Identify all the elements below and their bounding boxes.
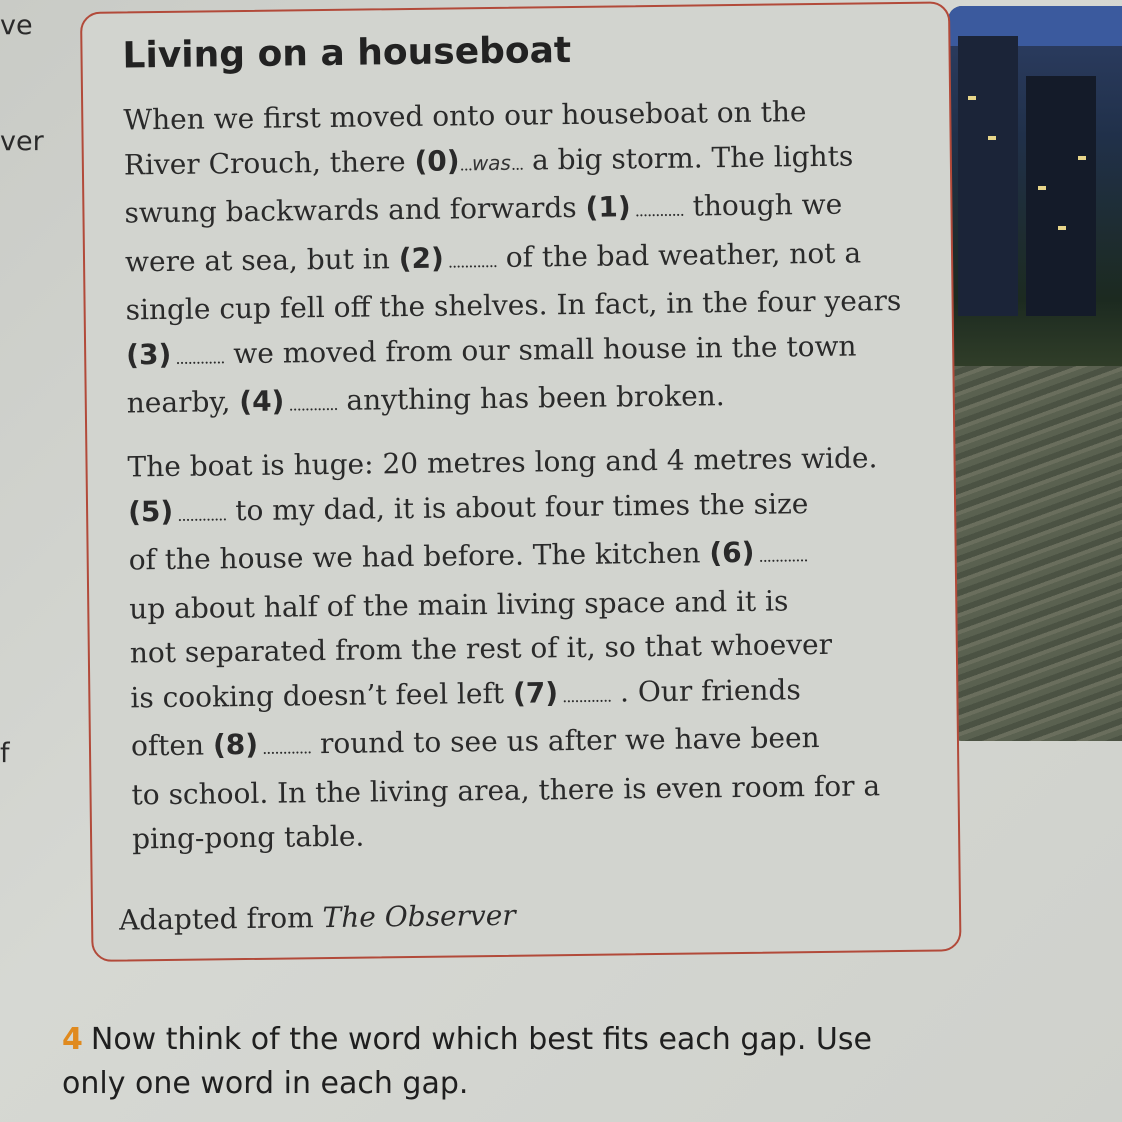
text-line	[128, 529, 878, 587]
line-text: River Crouch, there	[123, 144, 415, 181]
line-text: of the bad weather, not a	[496, 235, 862, 274]
margin-fragment-3: f	[0, 738, 10, 769]
exercise-number: 4	[62, 1022, 83, 1057]
source-prefix: Adapted from	[118, 901, 323, 937]
gap-blank: ............	[284, 394, 338, 415]
exercise-instruction	[62, 1018, 922, 1106]
line-text: ping-pong table.	[131, 819, 365, 856]
gap-number: (4)	[239, 384, 285, 419]
gap-number: (2)	[398, 241, 444, 275]
text-line	[131, 764, 881, 818]
text-line	[124, 182, 900, 240]
gap-blank: ............	[257, 738, 312, 758]
line-text: to school. In the living area, there is even room for a	[131, 768, 881, 811]
line-text: round to see us after we have been	[310, 721, 820, 761]
margin-fragment-2: ver	[0, 126, 44, 157]
gap-blank: ............	[630, 200, 684, 221]
gap-number: (8)	[212, 727, 259, 762]
line-text: is cooking doesn’t feel left	[130, 676, 514, 714]
line-text: single cup fell off the shelves. In fact, in the four years	[125, 283, 902, 327]
paragraph-2	[127, 436, 882, 862]
line-text: a big storm. The lights	[522, 139, 854, 177]
gap-number: (5)	[127, 494, 174, 528]
paragraph-1	[123, 89, 903, 430]
text-line	[132, 808, 882, 862]
gap-blank: ...	[510, 154, 524, 174]
line-text: to my dad, it is about four times the size	[226, 486, 809, 527]
line-text: though we	[683, 187, 843, 223]
line-text: The boat is huge: 20 metres long and 4 metres wide.	[127, 441, 878, 484]
line-text: When we first moved onto our houseboat on the	[123, 95, 807, 137]
gap-blank: ............	[557, 686, 612, 706]
article-card	[80, 1, 962, 962]
line-text: not separated from the rest of it, so that whoever	[129, 627, 833, 670]
line-text: often	[130, 728, 214, 763]
source-title: The Observer	[322, 898, 516, 935]
gap-blank: ...	[459, 154, 472, 174]
margin-fragment-1: ve	[0, 10, 33, 41]
text-line	[127, 372, 903, 430]
gap-number: (6)	[709, 535, 755, 570]
gap-number: (7)	[512, 675, 559, 710]
houseboat-photo	[948, 6, 1122, 741]
gap-blank: ............	[173, 504, 227, 525]
gap-number: (1)	[585, 190, 631, 224]
line-text: . Our friends	[610, 672, 801, 709]
gap-blank: ............	[754, 546, 808, 566]
line-text: anything has been broken.	[337, 379, 725, 417]
line-text: of the house we had before. The kitchen	[128, 536, 710, 577]
line-text: up about half of the main living space and it is	[129, 583, 789, 625]
line-text: were at sea, but in	[124, 241, 399, 278]
text-line	[126, 323, 902, 381]
article-source	[119, 899, 516, 937]
exercise-text: Now think of the word which best fits each gap. Use only one word in each gap.	[62, 1022, 872, 1101]
gap-blank: ............	[171, 347, 225, 368]
article-title: Living on a houseboat	[122, 30, 572, 77]
gap-number: (3)	[125, 337, 172, 371]
gap-example-answer: was	[471, 150, 512, 175]
gap-blank: ............	[443, 251, 498, 272]
text-line	[131, 715, 881, 773]
line-text: nearby,	[126, 385, 240, 420]
line-text: swung backwards and forwards	[124, 190, 586, 230]
line-text: we moved from our small house in the town	[224, 329, 857, 370]
gap-number: (0)	[414, 143, 460, 178]
